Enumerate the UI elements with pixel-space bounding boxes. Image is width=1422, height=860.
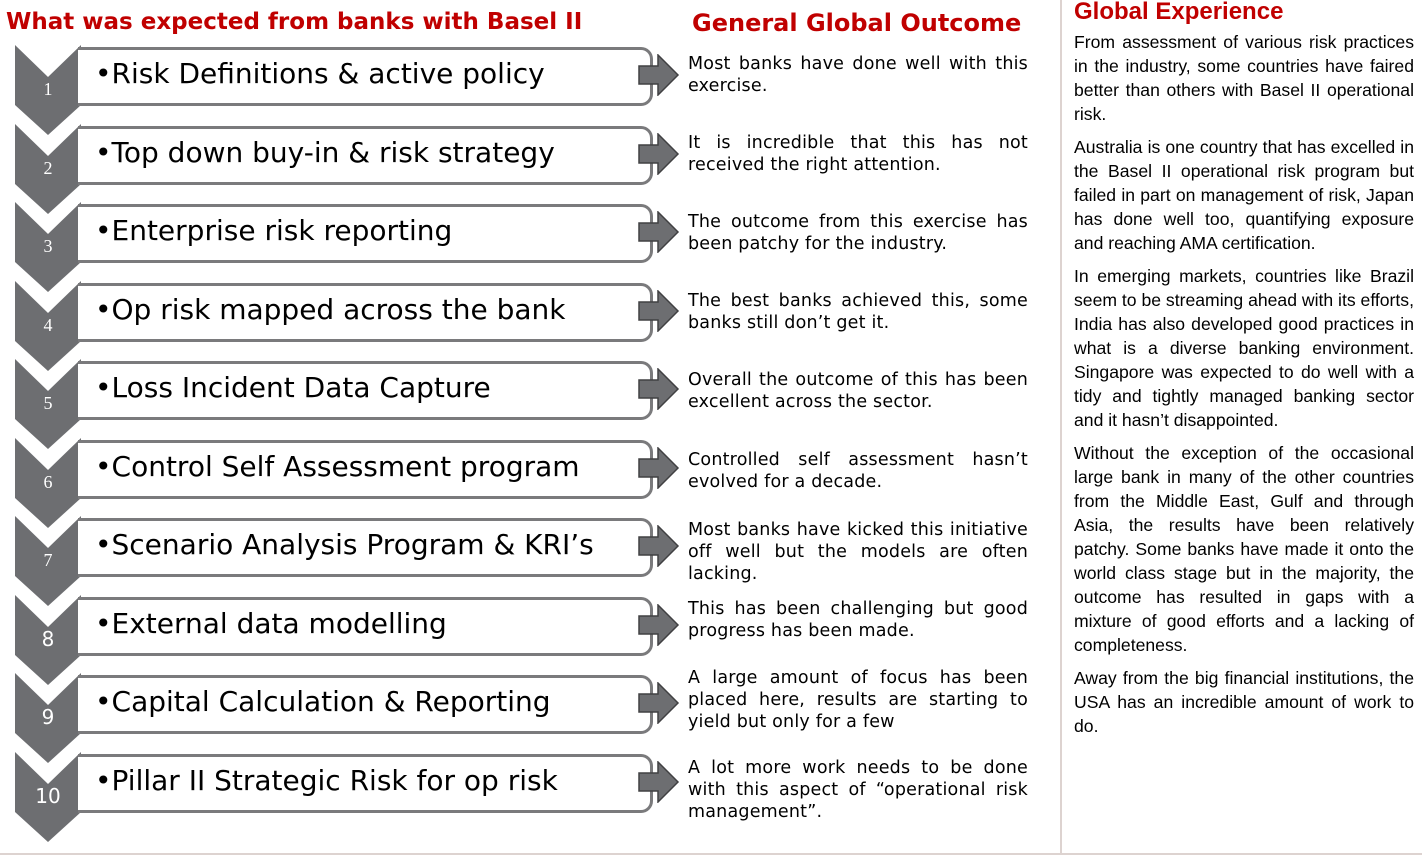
step-box (78, 675, 653, 734)
step-label: •Pillar II Strategic Risk for op risk (95, 763, 558, 797)
experience-panel (1074, 30, 1414, 747)
experience-heading: Global Experience (1074, 0, 1284, 25)
step-number: 7 (43, 550, 53, 570)
step-row (0, 673, 690, 753)
step-number: 3 (43, 236, 53, 256)
step-row (0, 516, 690, 596)
outcome-text: Controlled self assessment hasn’t evolved for a decade. (688, 450, 1028, 492)
step-label: •External data modelling (95, 606, 447, 640)
step-label: •Op risk mapped across the bank (95, 292, 566, 326)
experience-paragraph: Away from the big financial institutions, the USA has an incredible amount of work to do. (1074, 668, 1414, 736)
arrow-right-icon (638, 290, 680, 332)
step-box (78, 47, 653, 106)
step-label: •Risk Definitions & active policy (95, 57, 545, 90)
step-row (0, 752, 690, 832)
outcome-text: Most banks have done well with this exercise. (688, 54, 1028, 96)
step-number: 8 (41, 626, 55, 651)
step-label: •Capital Calculation & Reporting (95, 685, 551, 718)
step-row (0, 124, 690, 204)
outcome-text: A large amount of focus has been placed here, results are starting to yield but only for a few (688, 668, 1028, 732)
experience-paragraph: In emerging markets, countries like Brazil seem to be streaming ahead with its efforts, India has also developed good practices in what is a diverse banking environment. Singapore was expected to do well with a tidy and tightly managed banking sector and it hasn’t disappointed. (1074, 266, 1414, 430)
arrow-right-icon (638, 604, 680, 646)
step-box (78, 283, 653, 342)
step-number: 4 (43, 314, 53, 335)
arrow-right-icon (638, 447, 680, 489)
step-box (78, 126, 653, 185)
column-divider (1060, 0, 1062, 854)
step-box (78, 204, 653, 263)
step-label: •Enterprise risk reporting (95, 214, 453, 247)
expectations-heading: What was expected from banks with Basel II (6, 9, 583, 35)
outcome-text: A lot more work needs to be done with this aspect of “operational risk management”. (688, 758, 1028, 822)
arrow-right-icon (638, 368, 680, 410)
step-row (0, 202, 690, 282)
step-label: •Top down buy-in & risk strategy (95, 135, 555, 169)
step-row (0, 595, 690, 675)
experience-paragraph: Without the exception of the occasional large bank in many of the other countries from the Middle East, Gulf and through Asia, the results have been relatively patchy. Some banks have made it onto the world class stage but in the majority, the outcome has resulted in gaps with a mixture of good efforts and a lacking of completeness. (1074, 443, 1414, 655)
step-row (0, 281, 690, 361)
step-number: 10 (35, 783, 61, 808)
step-number: 6 (43, 471, 53, 492)
outcome-text: It is incredible that this has not received the right attention. (688, 133, 1028, 175)
step-box (78, 597, 653, 656)
outcome-text: This has been challenging but good progress has been made. (688, 599, 1028, 641)
step-number: 1 (43, 79, 53, 99)
arrow-right-icon (638, 211, 680, 253)
step-row (0, 438, 690, 518)
arrow-right-icon (638, 682, 680, 724)
step-label: •Loss Incident Data Capture (95, 371, 491, 404)
experience-paragraph: From assessment of various risk practices in the industry, some countries have faired better than others with Basel II operational risk. (1074, 32, 1414, 124)
experience-paragraph: Australia is one country that has excelled in the Basel II operational risk program but failed in part on management of risk, Japan has done well too, quantifying exposure and reaching AMA certification. (1074, 137, 1414, 253)
step-label: •Control Self Assessment program (95, 449, 580, 483)
step-box (78, 754, 653, 813)
step-number: 2 (43, 157, 53, 178)
outcome-heading: General Global Outcome (692, 9, 1022, 37)
step-box (78, 361, 653, 420)
outcome-text: Overall the outcome of this has been excellent across the sector. (688, 370, 1028, 412)
step-row (0, 359, 690, 439)
step-number: 9 (41, 705, 55, 729)
arrow-right-icon (638, 133, 680, 175)
step-row (0, 45, 690, 125)
step-label: •Scenario Analysis Program & KRI’s (95, 528, 594, 561)
outcome-text: The best banks achieved this, some banks still don’t get it. (688, 291, 1028, 333)
outcome-text: The outcome from this exercise has been patchy for the industry. (688, 212, 1028, 254)
outcome-text: Most banks have kicked this initiative off well but the models are often lacking. (688, 520, 1028, 584)
step-box (78, 518, 653, 577)
step-number: 5 (43, 393, 53, 413)
arrow-right-icon (638, 761, 680, 803)
step-box (78, 440, 653, 499)
arrow-right-icon (638, 54, 680, 96)
arrow-right-icon (638, 525, 680, 567)
bottom-divider (0, 853, 1422, 855)
